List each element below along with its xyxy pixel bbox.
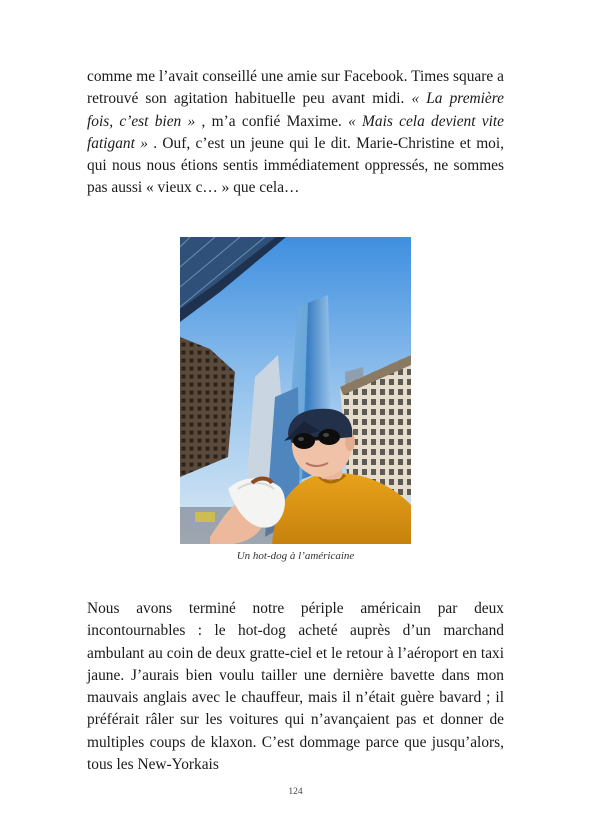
paragraph-bottom: Nous avons terminé notre périple américain par deux incontournables : le hot-dog acheté auprès d’un marchand ambulant au coin de deux gratte-ciel et le retour à l’aéroport en taxi jaune. J’aurais bien voulu tailler une dernière bavette dans mon mauvais anglais avec le chauffeur, mais il n’était guère bavard ; il préférait râler sur les voitures qui n’avançaient pas et donner de multiples coups de klaxon. C’est dommage parce que jusqu’alors, tous les New-Yorkais xyxy=(87,600,504,774)
quote-devient-fatigant: « Mais cela devient vite fatigant » xyxy=(87,112,504,152)
photo-caption: Un hot-dog à l’américaine xyxy=(236,550,355,562)
quote-premiere-fois: « La première fois, c’est bien » xyxy=(87,90,504,130)
paragraph-top xyxy=(87,66,504,200)
photo-hot-dog-skyscrapers xyxy=(180,237,411,544)
paragraph-top-text-3: . Ouf, c’est un jeune qui le dit. Marie-Christine et moi, qui nous nous étions sentis immédiatement oppressés, ne sommes pas aussi « vieux c… » que cela… xyxy=(87,134,505,197)
page-number: 124 xyxy=(288,787,303,797)
paragraph-top-text-1: comme me l’avait conseillé une amie sur Facebook. Times square a retrouvé son agitation habituelle peu avant midi. xyxy=(87,68,504,108)
paragraph-top-text-2: , m’a confié Maxime. xyxy=(195,112,349,130)
